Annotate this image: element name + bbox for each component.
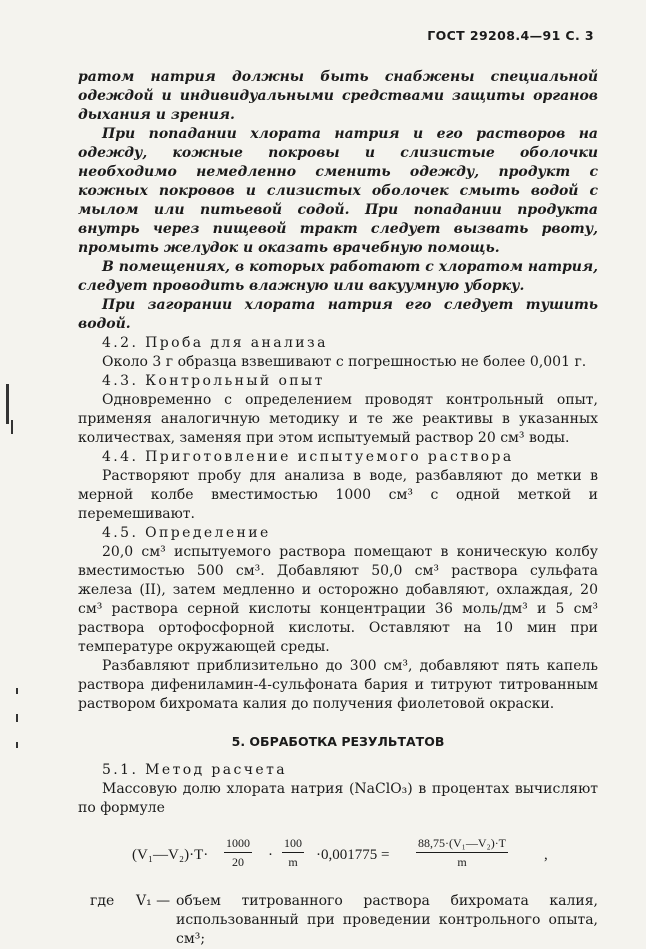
- formula-lhs: (V₁—V₂)·T·: [132, 847, 209, 863]
- section-heading-5-1: 5.1. Метод расчета: [102, 762, 288, 778]
- section-title-5: 5. ОБРАБОТКА РЕЗУЛЬТАТОВ: [231, 734, 445, 749]
- formula-denominator: 20: [232, 855, 244, 869]
- section-text-4-5: Разбавляют приблизительно до 300 см³, добавляют пять капель раствора дифениламин-4-сульфоната бария и титруют титрованным раствором бихромата калия до получения фиолетовой окраски.: [78, 658, 598, 712]
- section-heading-4-2: 4.2. Проба для анализа: [102, 335, 328, 351]
- section-text-4-5: 20,0 см³ испытуемого раствора помещают в коническую колбу вместимостью 500 см³. Добавляют 50,0 см³ раствора сульфата железа (II), затем медленно и осторожно добавляют, охлаждая, 20 см³ раствора серной кислоты концентрации 36 моль/дм³ и 5 см³ раствора ортофосфорной кислоты. Оставляют на 10 мин при температуре окружающей среды.: [78, 544, 598, 655]
- formula-denominator: m: [288, 855, 298, 869]
- formula-dot: ·: [268, 847, 273, 863]
- formula-numerator: 88,75·(V₁—V₂)·T: [416, 836, 508, 853]
- formula-fraction: [416, 836, 508, 870]
- formula-middle: ·0,001775 =: [316, 847, 390, 863]
- safety-paragraph: При загорании хлората натрия его следует тушить водой.: [78, 297, 598, 332]
- safety-paragraph: При попадании хлората натрия и его растворов на одежду, кожные покровы и слизистые оболочки необходимо немедленно сменить одежду, продукт с кожных покровов и слизистых оболочек смыть водой с мылом или питьевой содой. При попадании продукта внутрь через пищевой тракт следует вызвать рвоту, промыть желудок и оказать врачебную помощь.: [78, 126, 598, 256]
- formula-tail: ,: [544, 847, 548, 863]
- variable-definition: [78, 892, 598, 949]
- section-text-5-1: Массовую долю хлората натрия (NaClO₃) в процентах вычисляют по формуле: [78, 781, 598, 816]
- calculation-formula: [132, 836, 598, 880]
- margin-mark: [16, 714, 18, 722]
- page-body: [78, 68, 598, 949]
- where-label: где: [90, 893, 115, 909]
- section-text-4-4: Растворяют пробу для анализа в воде, разбавляют до метки в мерной колбе вместимостью 1000 см³ с одной меткой и перемешивают.: [78, 468, 598, 522]
- variable-symbol: V₁ —: [136, 893, 171, 909]
- section-heading-4-3: 4.3. Контрольный опыт: [102, 373, 325, 389]
- section-text-4-3: Одновременно с определением проводят контрольный опыт, применяя аналогичную методику и те же реактивы в указанных количествах, заменяя при этом испытуемый раствор 20 см³ воды.: [78, 392, 598, 446]
- formula-denominator: m: [457, 855, 467, 869]
- section-heading-4-4: 4.4. Приготовление испытуемого раствора: [102, 449, 514, 465]
- formula-numerator: 100: [282, 836, 304, 853]
- margin-mark: [11, 420, 13, 434]
- page-header: [0, 28, 646, 48]
- safety-paragraph: В помещениях, в которых работают с хлоратом натрия, следует проводить влажную или вакуумную уборку.: [78, 259, 598, 294]
- margin-mark: [16, 688, 18, 694]
- section-heading-4-5: 4.5. Определение: [102, 525, 271, 541]
- formula-numerator: 1000: [224, 836, 252, 853]
- formula-fraction: [282, 836, 304, 870]
- margin-mark: [6, 384, 9, 424]
- section-text-4-2: Около 3 г образца взвешивают с погрешностью не более 0,001 г.: [102, 354, 587, 370]
- document-code: ГОСТ 29208.4—91 С. 3: [427, 28, 594, 43]
- safety-paragraph: ратом натрия должны быть снабжены специальной одеждой и индивидуальными средствами защиты органов дыхания и зрения.: [78, 69, 598, 123]
- formula-fraction: [224, 836, 252, 870]
- margin-mark: [16, 742, 18, 748]
- variable-description: объем титрованного раствора бихромата калия, использованный при проведении контрольного опыта, см³;: [176, 893, 598, 947]
